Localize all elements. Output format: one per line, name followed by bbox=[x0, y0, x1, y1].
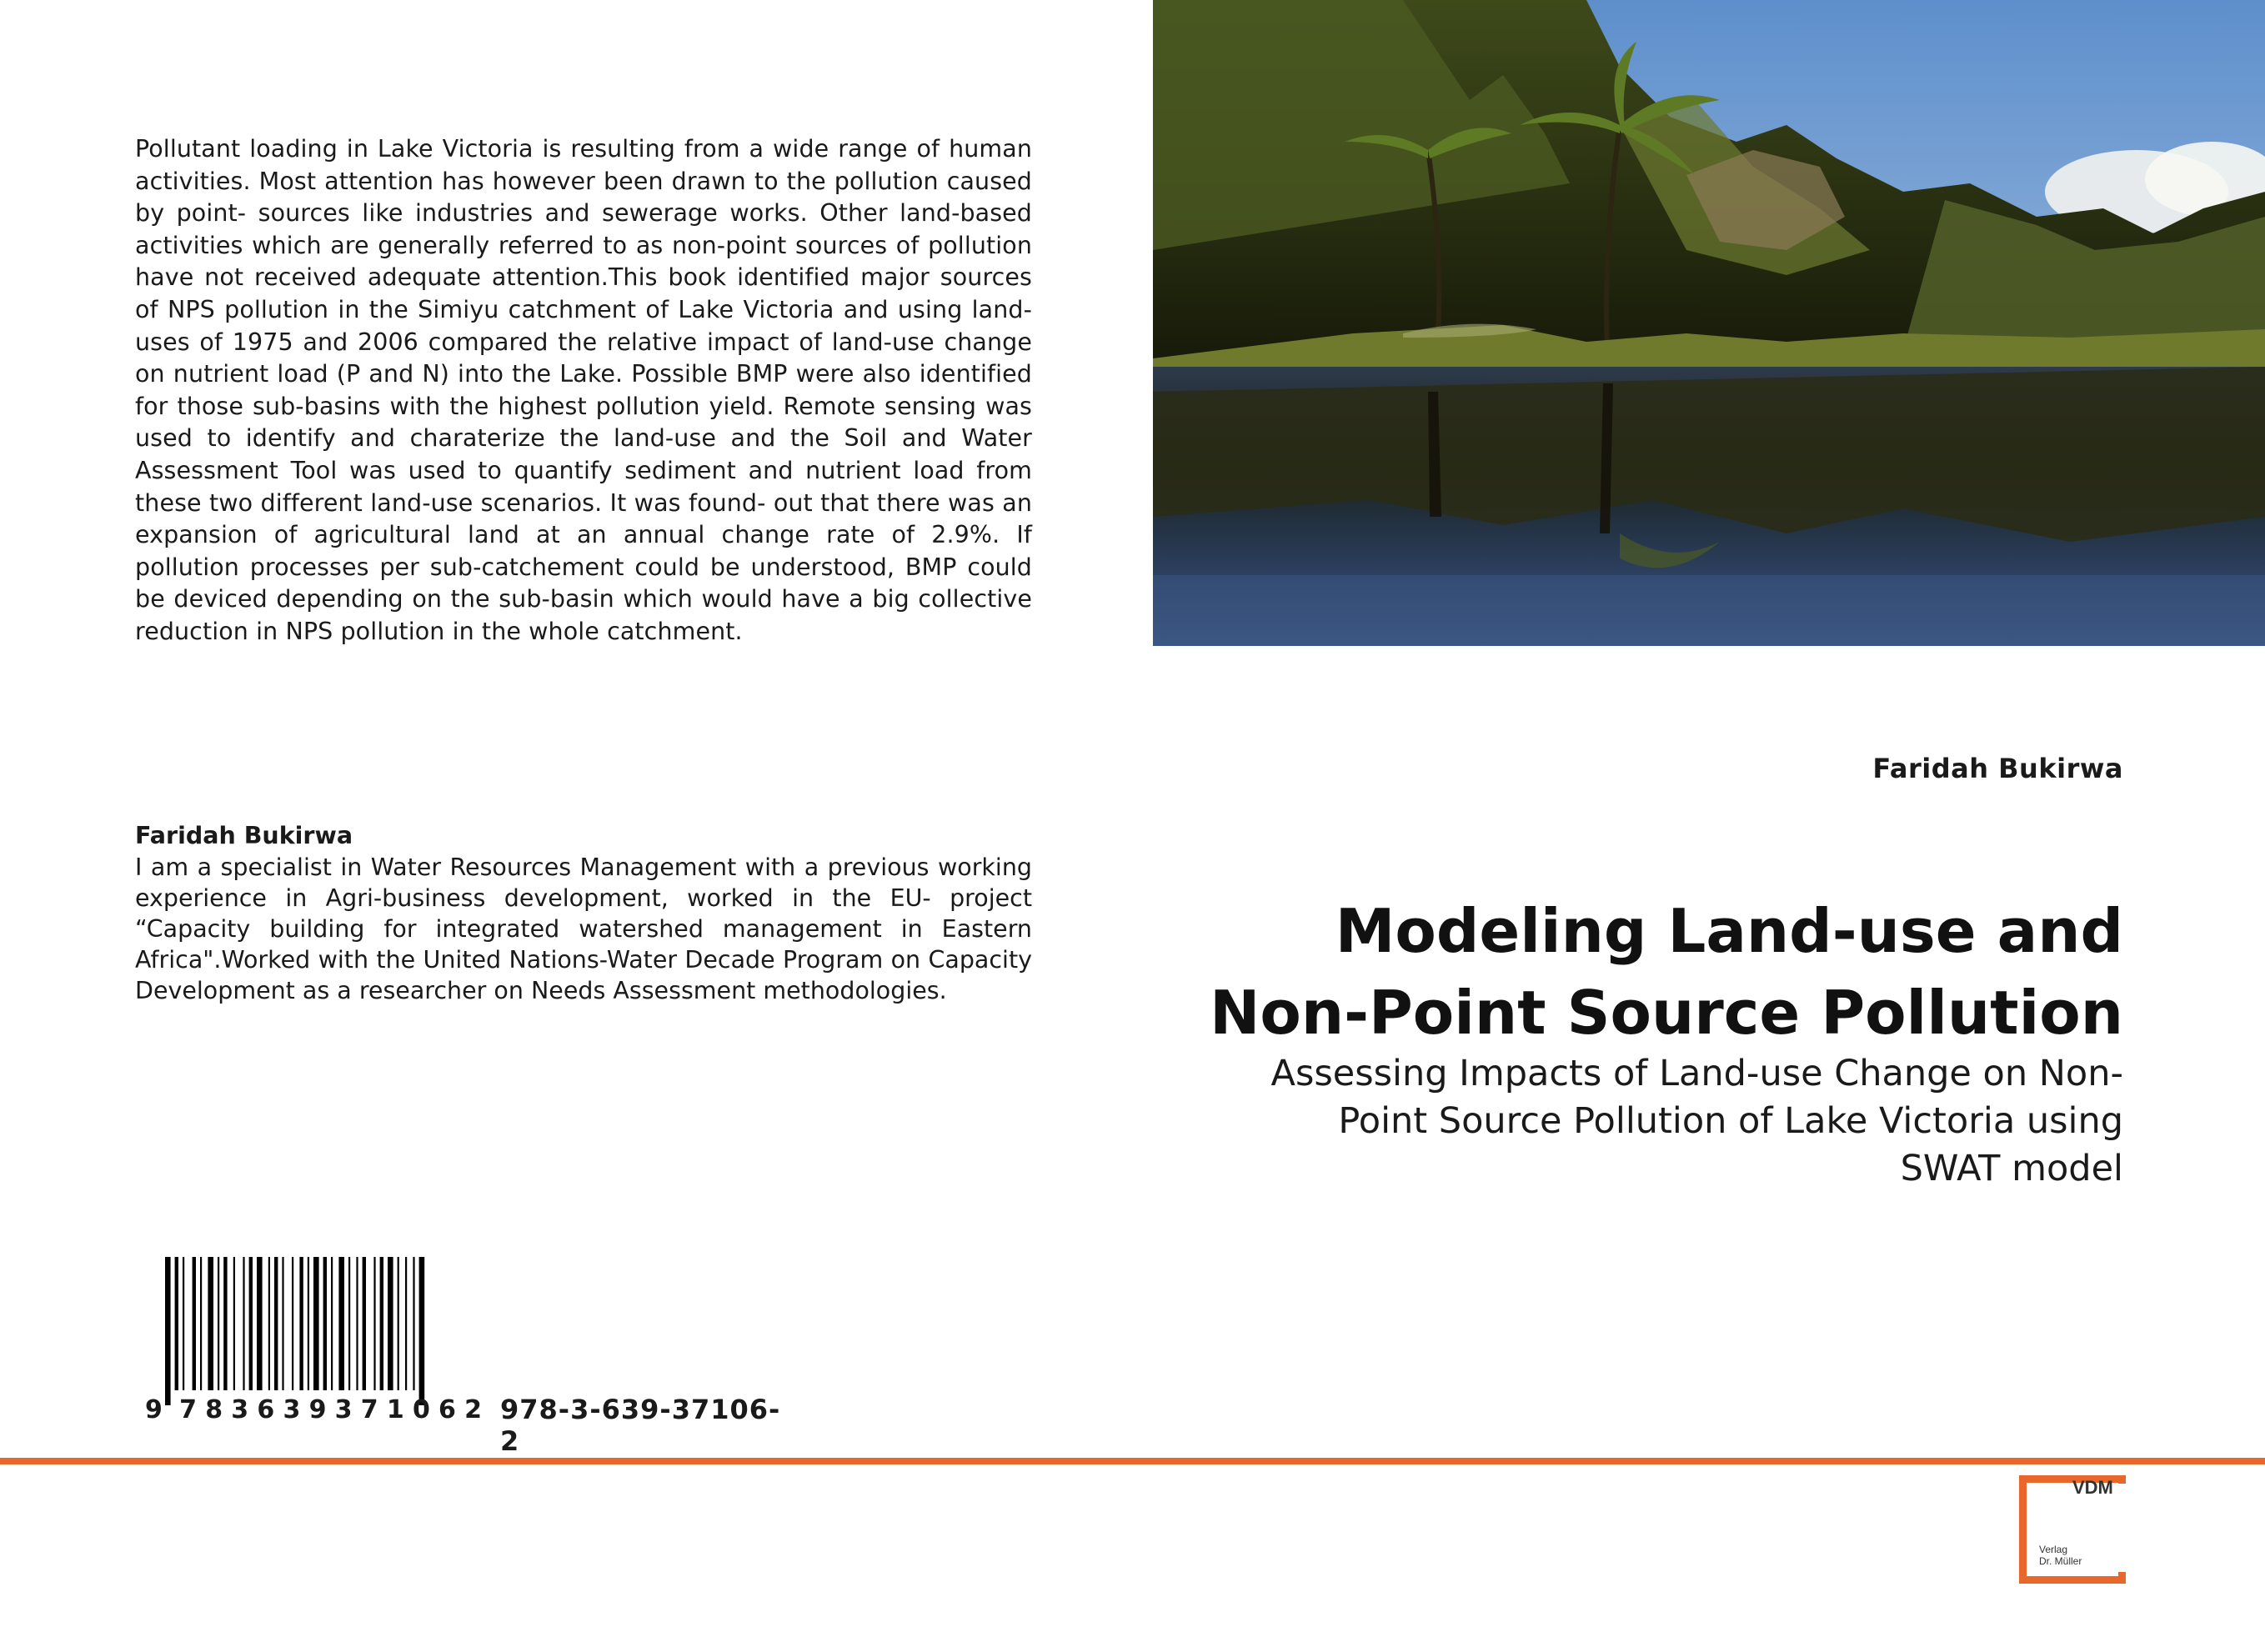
barcode-bar bbox=[282, 1257, 283, 1390]
barcode-bar bbox=[299, 1257, 303, 1390]
barcode-digit: 1 bbox=[386, 1395, 404, 1424]
barcode-bar bbox=[218, 1257, 219, 1390]
barcode-bar bbox=[405, 1257, 407, 1390]
barcode-digit: 7 bbox=[360, 1395, 378, 1424]
barcode-bar bbox=[243, 1257, 244, 1390]
barcode-bar bbox=[223, 1257, 227, 1390]
book-title bbox=[1123, 890, 2123, 1054]
barcode-digit: 6 bbox=[438, 1395, 456, 1424]
logo-sub-line-2: Dr. Müller bbox=[2039, 1555, 2082, 1567]
isbn-number: 978-3-639-37106-2 bbox=[500, 1394, 781, 1457]
book-subtitle bbox=[1173, 1050, 2123, 1193]
barcode-digit: 9 bbox=[308, 1395, 327, 1424]
barcode-bar bbox=[398, 1257, 399, 1390]
barcode-bar bbox=[356, 1257, 358, 1390]
barcode-digit: 0 bbox=[412, 1395, 430, 1424]
bio-author-name: Faridah Bukirwa bbox=[135, 822, 353, 849]
barcode-bar bbox=[200, 1257, 202, 1390]
barcode-bar bbox=[308, 1257, 309, 1390]
barcode-bar bbox=[165, 1257, 171, 1405]
barcode-bar bbox=[348, 1257, 350, 1390]
barcode-digit: 8 bbox=[205, 1395, 223, 1424]
barcode-bar bbox=[323, 1257, 327, 1390]
book-subtitle-line-2: Point Source Pollution of Lake Victoria using bbox=[1338, 1100, 2123, 1142]
barcode-bar bbox=[175, 1257, 178, 1390]
barcode-bar bbox=[313, 1257, 319, 1390]
barcode-digit: 7 bbox=[179, 1395, 197, 1424]
barcode-bar bbox=[338, 1257, 344, 1390]
cover-photo bbox=[1153, 0, 2265, 646]
barcode-digit: 6 bbox=[257, 1395, 275, 1424]
barcode-digit: 3 bbox=[283, 1395, 301, 1424]
barcode-bar bbox=[249, 1257, 253, 1390]
barcode-digit: 2 bbox=[464, 1395, 482, 1424]
barcode-bar bbox=[363, 1257, 366, 1390]
barcode-bar bbox=[208, 1257, 213, 1390]
barcode-digits bbox=[138, 1395, 489, 1429]
barcode-bar bbox=[193, 1257, 196, 1390]
back-cover-blurb: Pollutant loading in Lake Victoria is resulting from a wide range of human activities. Most attention has however been drawn to the pollution caused by point- sources like industries and sewerage works. Other land-based activities which are generally referred to as non-point sources of pollution have not received adequate attention.This book identified major sources of NPS pollution in the Simiyu catchment of Lake Victoria and using land-uses of 1975 and 2006 compared the relative impact of land-use change on nutrient load (P and N) into the Lake. Possible BMP were also identified for those sub-basins with the highest pollution yield. Remote sensing was used to identify and charaterize the land-use and the Soil and Water Assessment Tool was used to quantify sediment and nutrient load from these two different land-use scenarios. It was found- out that there was an expansion of agricultural land at an annual change rate of 2.9%. If pollution processes per sub-catchement could be understood, BMP could be deviced depending on the sub-basin which would have a big collective reduction in NPS pollution in the whole catchment. bbox=[135, 135, 1032, 645]
book-subtitle-line-1: Assessing Impacts of Land-use Change on Non- bbox=[1270, 1053, 2123, 1094]
barcode-bar bbox=[183, 1257, 184, 1390]
barcode-bar bbox=[233, 1257, 235, 1390]
barcode-bar bbox=[292, 1257, 293, 1390]
barcode-bar bbox=[274, 1257, 278, 1390]
barcode bbox=[135, 1257, 785, 1457]
barcode-bar bbox=[388, 1257, 393, 1390]
barcode-bar bbox=[257, 1257, 263, 1390]
book-title-line-1: Modeling Land-use and bbox=[1335, 896, 2123, 966]
barcode-bar bbox=[413, 1257, 414, 1390]
barcode-digit: 9 bbox=[145, 1395, 163, 1424]
bio-text: I am a specialist in Water Resources Management with a previous working experience in Agri-business development, worked in the EU- project “Capacity building for integrated watershed management in Eastern Africa".Worked with the United Nations-Water Decade Program on Capacity Development as a researcher on Needs Assessment methodologies. bbox=[135, 854, 1032, 1004]
barcode-digit: 3 bbox=[231, 1395, 249, 1424]
barcode-bar bbox=[419, 1257, 425, 1405]
publisher-logo bbox=[2019, 1475, 2126, 1584]
barcode-digit: 3 bbox=[334, 1395, 353, 1424]
lake-photo-illustration bbox=[1153, 0, 2265, 646]
barcode-bar bbox=[373, 1257, 375, 1390]
barcode-bars bbox=[135, 1257, 485, 1405]
logo-sub-line-1: Verlag bbox=[2039, 1544, 2068, 1555]
author-bio bbox=[135, 820, 1032, 1006]
barcode-bar bbox=[331, 1257, 333, 1390]
barcode-bar bbox=[380, 1257, 383, 1390]
book-subtitle-line-3: SWAT model bbox=[1900, 1148, 2123, 1189]
barcode-bar bbox=[268, 1257, 270, 1390]
logo-main-text: VDM bbox=[2072, 1477, 2113, 1498]
front-cover-author: Faridah Bukirwa bbox=[1872, 753, 2123, 784]
orange-divider bbox=[0, 1458, 2265, 1464]
logo-sub-text bbox=[2039, 1544, 2082, 1567]
book-title-line-2: Non-Point Source Pollution bbox=[1210, 978, 2123, 1048]
